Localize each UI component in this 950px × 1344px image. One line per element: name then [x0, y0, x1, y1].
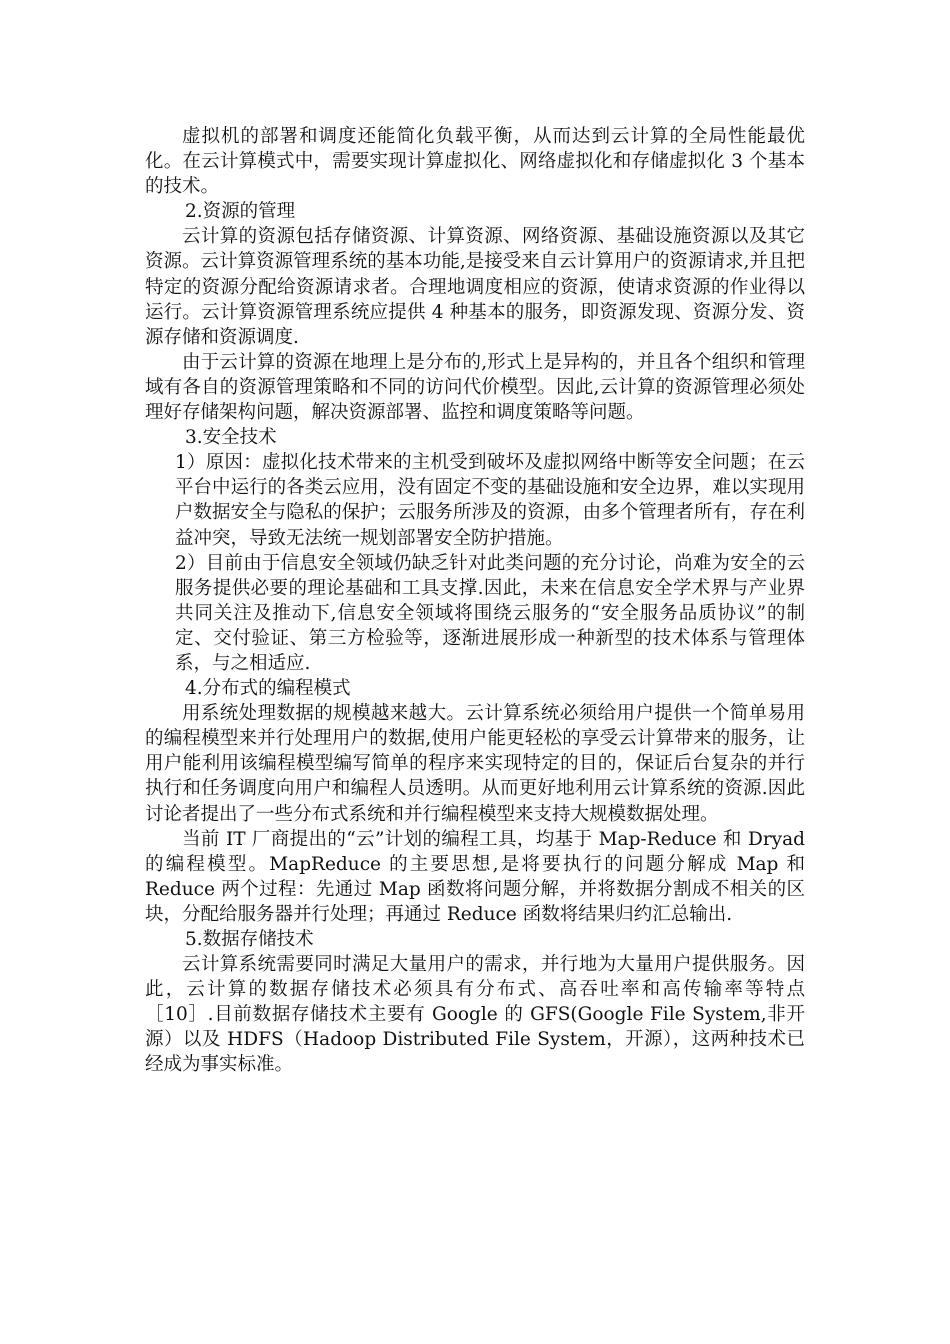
heading-resource-management: 2.资源的管理: [185, 201, 296, 223]
paragraph-resource-management-2: 由于云计算的资源在地理上是分布的,形式上是异构的，并且各个组织和管理域有各自的资源管理策略和不同的访问代价模型。因此,云计算的资源管理必须处理好存储架构问题，解决资源部署、监控和调度策略等问题。: [145, 351, 805, 424]
paragraph-resource-management-1: 云计算的资源包括存储资源、计算资源、网络资源、基础设施资源以及其它资源。云计算资源管理系统的基本功能,是接受来自云计算用户的资源请求,并且把特定的资源分配给资源请求者。合理地调度相应的资源，使请求资源的作业得以运行。云计算资源管理系统应提供 4 种基本的服务，即资源发现、资源分发、资源存储和资源调度.: [145, 226, 805, 348]
paragraph-programming-model-1: 用系统处理数据的规模越来越大。云计算系统必须给用户提供一个简单易用的编程模型来并行处理用户的数据,使用户能更轻松的享受云计算带来的服务，让用户能利用该编程模型编写简单的程序来实现特定的目的，保证后台复杂的并行执行和任务调度向用户和编程人员透明。从而更好地利用云计算系统的资源.因此讨论者提出了一些分布式系统和并行编程模型来支持大规模数据处理。: [145, 703, 805, 825]
paragraph-programming-model-2: 当前 IT 厂商提出的“云”计划的编程工具，均基于 Map-Reduce 和 Dryad 的编程模型。MapReduce 的主要思想,是将要执行的问题分解成 Map 和 Reduce 两个过程：先通过 Map 函数将问题分解，并将数据分割成不相关的区块，分配给服务器并行处理；再通过 Reduce 函数将结果归约汇总输出.: [145, 828, 805, 925]
paragraph-data-storage: 云计算系统需要同时满足大量用户的需求，并行地为大量用户提供服务。因此，云计算的数据存储技术必须具有分布式、高吞吐率和高传输率等特点 ［10］.目前数据存储技术主要有 Google 的 GFS(Google File System,非开源）以及 HDFS（Hadoop Distributed File System，开源），这两种技术已经成为事实标准。: [145, 954, 805, 1076]
document-page: [145, 124, 805, 1078]
list-item-security-reason: 1）原因：虚拟化技术带来的主机受到破坏及虚拟网络中断等安全问题；在云平台中运行的各类云应用，没有固定不变的基础设施和安全边界，难以实现用户数据安全与隐私的保护；云服务所涉及的资源，由多个管理者所有，存在利益冲突，导致无法统一规划部署安全防护措施。: [175, 452, 805, 549]
paragraph-virtualization-summary: 虚拟机的部署和调度还能简化负载平衡，从而达到云计算的全局性能最优化。在云计算模式中，需要实现计算虚拟化、网络虚拟化和存储虚拟化 3 个基本的技术。: [145, 126, 805, 198]
list-item-security-current: 2）目前由于信息安全领域仍缺乏针对此类问题的充分讨论，尚难为安全的云服务提供必要的理论基础和工具支撑.因此，未来在信息安全学术界与产业界共同关注及推动下,信息安全领域将围绕云服务的“安全服务品质协议”的制定、交付验证、第三方检验等，逐渐进展形成一种新型的技术体系与管理体系，与之相适应.: [175, 552, 805, 674]
heading-distributed-programming: 4.分布式的编程模式: [185, 678, 351, 700]
heading-security-technology: 3.安全技术: [185, 427, 277, 449]
heading-data-storage: 5.数据存储技术: [185, 929, 314, 950]
